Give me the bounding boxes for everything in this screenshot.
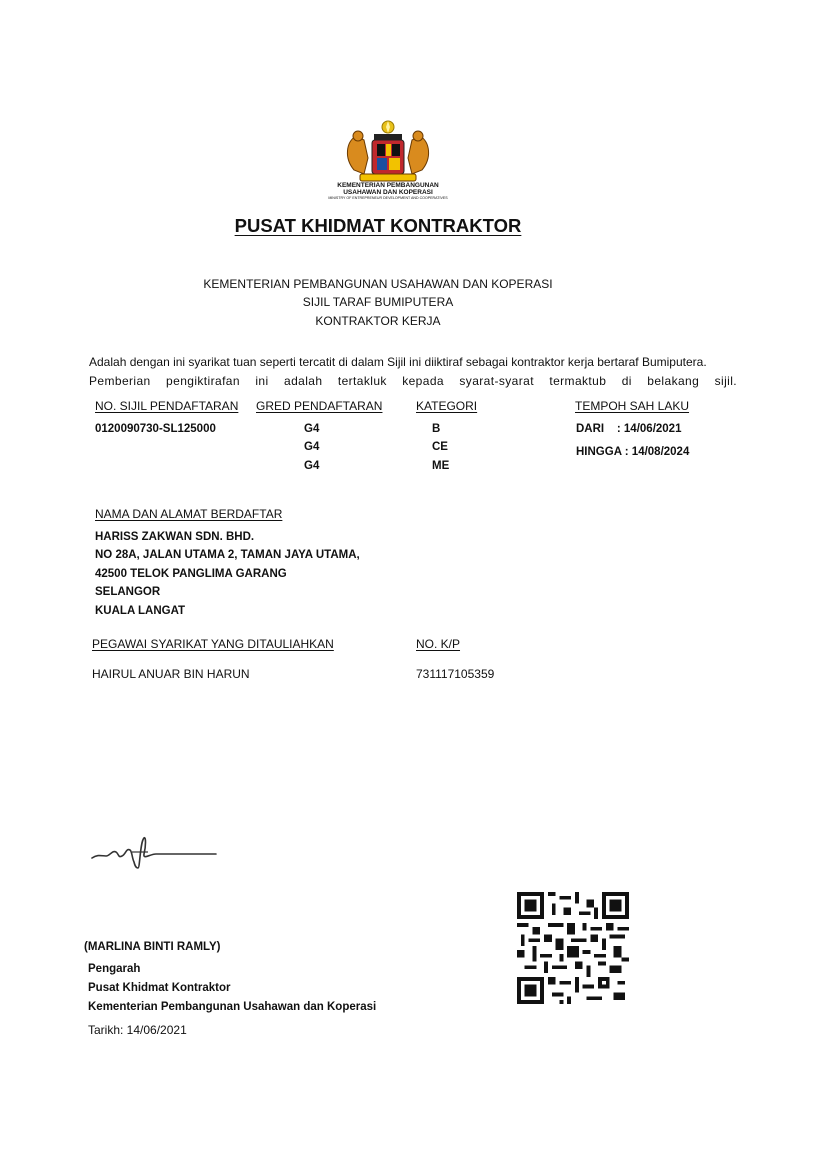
- no-sijil-value: 0120090730-SL125000: [95, 423, 216, 435]
- grade-3: G4: [304, 460, 320, 472]
- header-tempoh: TEMPOH SAH LAKU: [575, 399, 690, 413]
- header-no-sijil: NO. SIJIL PENDAFTARAN: [95, 399, 239, 413]
- address-line-1: HARISS ZAKWAN SDN. BHD.: [95, 531, 255, 543]
- header-gred: GRED PENDAFTARAN: [256, 399, 383, 413]
- qr-code-image: [517, 892, 629, 1004]
- header-kategori: KATEGORI: [416, 399, 478, 413]
- ministry-name-line1: KEMENTERIAN PEMBANGUNAN: [337, 182, 439, 189]
- officer-name: HAIRUL ANUAR BIN HARUN: [92, 667, 250, 681]
- header-ministry: KEMENTERIAN PEMBANGUNAN USAHAWAN DAN KOPERASI: [203, 277, 553, 291]
- signatory-position: Pengarah: [88, 963, 141, 975]
- category-2: CE: [432, 441, 448, 453]
- category-1: B: [432, 423, 441, 435]
- ministry-name-english: MINISTRY OF ENTREPRENEUR DEVELOPMENT AND COOPERATIVES: [328, 196, 448, 200]
- address-line-5: KUALA LANGAT: [95, 605, 186, 617]
- intro-line-1: Adalah dengan ini syarikat tuan seperti tercatit di dalam Sijil ini diiktiraf sebagai kontraktor kerja bertaraf Bumiputera.: [89, 355, 707, 369]
- coat-of-arms-logo: [330, 118, 446, 186]
- intro-line-2: Pemberian pengiktirafan ini adalah tertakluk kepada syarat-syarat termaktub di belakang sijil.: [89, 374, 737, 388]
- valid-from: DARI : 14/06/2021: [576, 423, 682, 435]
- issue-date: Tarikh: 14/06/2021: [88, 1023, 187, 1037]
- officer-ic: 731117105359: [416, 667, 495, 681]
- address-line-4: SELANGOR: [95, 586, 161, 598]
- signatory-ministry: Kementerian Pembangunan Usahawan dan Koperasi: [88, 1001, 377, 1013]
- valid-until: HINGGA : 14/08/2024: [576, 446, 690, 458]
- grade-1: G4: [304, 423, 320, 435]
- page-title: PUSAT KHIDMAT KONTRAKTOR: [234, 215, 522, 236]
- grade-2: G4: [304, 441, 320, 453]
- officer-heading: PEGAWAI SYARIKAT YANG DITAULIAHKAN: [92, 637, 334, 651]
- ministry-name-line2: USAHAWAN DAN KOPERASI: [343, 189, 433, 196]
- signatory-name: (MARLINA BINTI RAMLY): [84, 941, 221, 953]
- category-3: ME: [432, 460, 450, 472]
- signatory-department: Pusat Khidmat Kontraktor: [88, 982, 231, 994]
- address-heading: NAMA DAN ALAMAT BERDAFTAR: [95, 507, 283, 521]
- address-line-3: 42500 TELOK PANGLIMA GARANG: [95, 568, 287, 580]
- ic-heading: NO. K/P: [416, 637, 461, 651]
- header-contractor-type: KONTRAKTOR KERJA: [315, 314, 441, 328]
- header-certificate-type: SIJIL TARAF BUMIPUTERA: [302, 295, 454, 309]
- signature-image: [88, 832, 228, 872]
- address-line-2: NO 28A, JALAN UTAMA 2, TAMAN JAYA UTAMA,: [95, 549, 360, 561]
